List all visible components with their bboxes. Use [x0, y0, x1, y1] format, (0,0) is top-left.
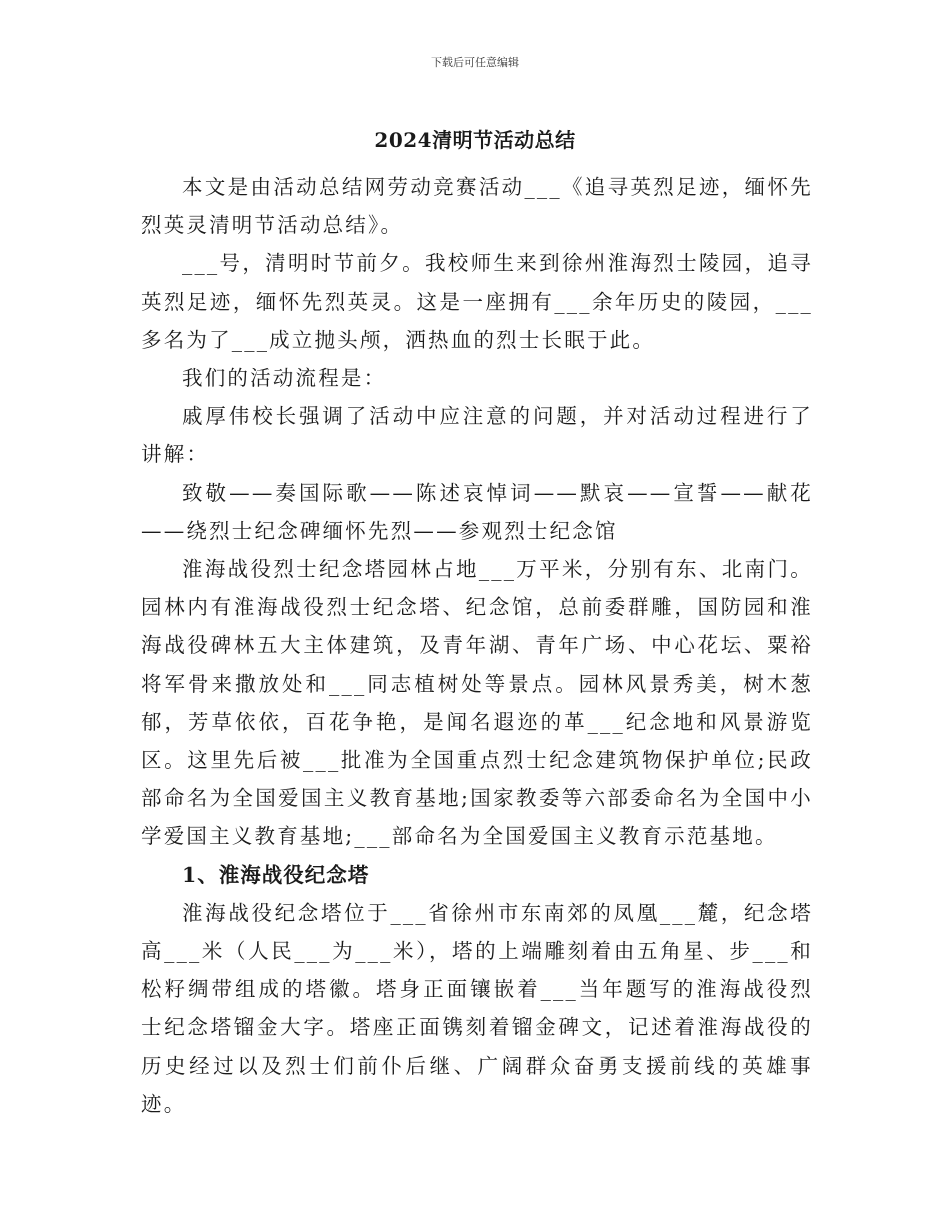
- document-body: [141, 168, 813, 1123]
- document-title: 2024清明节活动总结: [374, 128, 576, 152]
- paragraph-intro: 本文是由活动总结网劳动竞赛活动___《追寻英烈足迹，缅怀先烈英灵清明节活动总结》。: [141, 175, 813, 238]
- paragraph-tower: 淮海战役纪念塔位于___省徐州市东南郊的凤凰___麓，纪念塔高___米（人民___为___米），塔的上端雕刻着由五角星、步___和松籽绸带组成的塔徽。塔身正面镶嵌着___当年题写的淮海战役烈士纪念塔镏金大字。塔座正面镌刻着镏金碑文，记述着淮海战役的历史经过以及烈士们前仆后继、广阔群众奋勇支援前线的英雄事迹。: [141, 900, 813, 1116]
- page-header-note: 下载后可任意编辑: [431, 56, 519, 69]
- paragraph-visit: ___号，清明时节前夕。我校师生来到徐州淮海烈士陵园，追寻英烈足迹，缅怀先烈英灵。这是一座拥有___余年历史的陵园，___多名为了___成立抛头颅，洒热血的烈士长眠于此。: [141, 251, 813, 352]
- section-heading: 1、淮海战役纪念塔: [182, 862, 370, 887]
- paragraph-process-steps: 致敬——奏国际歌——陈述哀悼词——默哀——宣誓——献花——绕烈士纪念碑缅怀先烈——参观烈士纪念馆: [141, 480, 813, 543]
- paragraph-garden: 淮海战役烈士纪念塔园林占地___万平米，分别有东、北南门。园林内有淮海战役烈士纪念塔、纪念馆，总前委群雕，国防园和淮海战役碑林五大主体建筑，及青年湖、青年广场、中心花坛、粟裕将军骨来撒放处和___同志植树处等景点。园林风景秀美，树木葱郁，芳草依依，百花争艳，是闻名遐迩的革___纪念地和风景游览区。这里先后被___批准为全国重点烈士纪念建筑物保护单位;民政部命名为全国爱国主义教育基地;国家教委等六部委命名为全国中小学爱国主义教育基地;___部命名为全国爱国主义教育示范基地。: [141, 557, 813, 849]
- paragraph-process-label: 我们的活动流程是：: [182, 366, 387, 391]
- paragraph-principal: 戚厚伟校长强调了活动中应注意的问题，并对活动过程进行了讲解：: [141, 404, 813, 467]
